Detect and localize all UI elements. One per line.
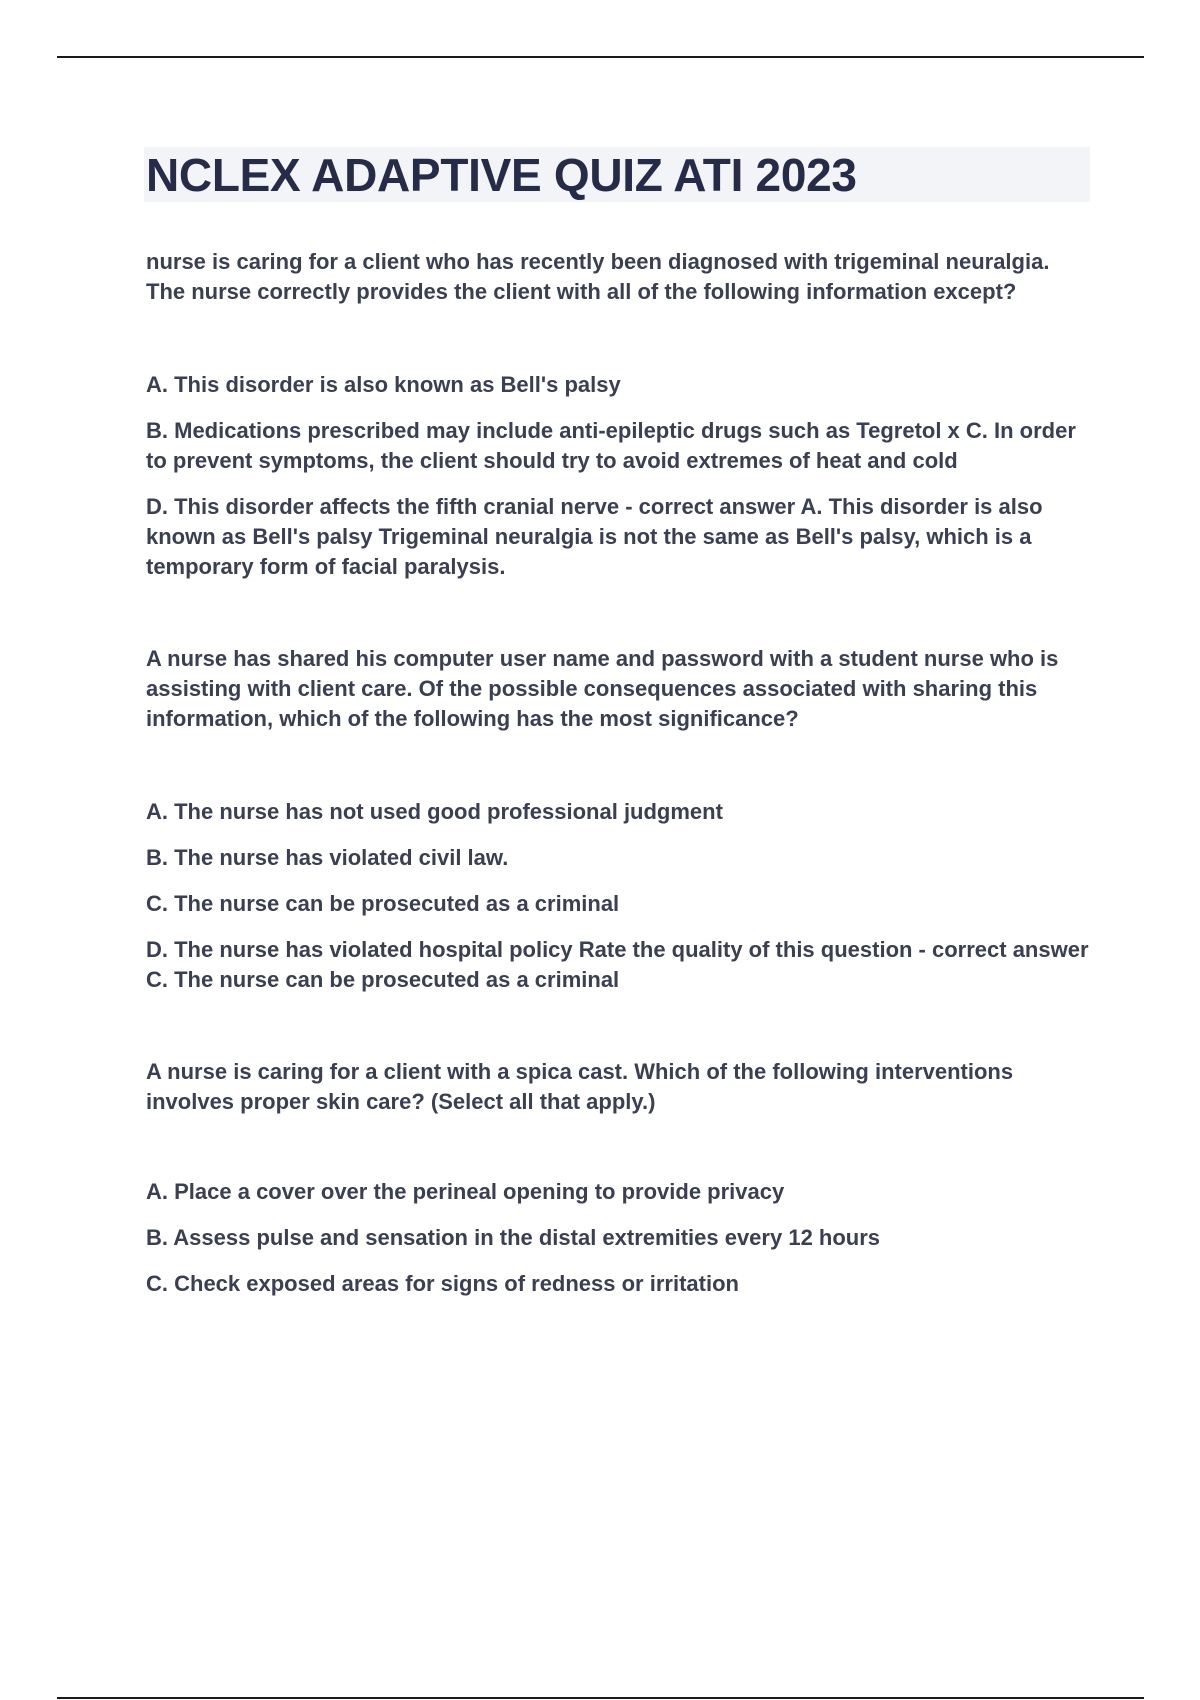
- answer-option: B. Medications prescribed may include anti-epileptic drugs such as Tegretol x C. In order to prevent symptoms, the client should try to avoid extremes of heat and cold: [146, 418, 1076, 473]
- question-text: A nurse is caring for a client with a spica cast. Which of the following interventions involves proper skin care? (Select all that apply.): [146, 1059, 1014, 1114]
- document-body: [146, 247, 1092, 1361]
- question-block-3: [146, 1057, 1092, 1299]
- answer-option: C. The nurse can be prosecuted as a criminal: [146, 891, 620, 916]
- question-text: nurse is caring for a client who has recently been diagnosed with trigeminal neuralgia. The nurse correctly provides the client with all of the following information except?: [146, 249, 1050, 304]
- answer-option: C. Check exposed areas for signs of redness or irritation: [146, 1271, 739, 1296]
- question-block-2: [146, 644, 1092, 995]
- top-rule: [57, 56, 1144, 58]
- bottom-rule: [57, 1697, 1144, 1699]
- answer-option: D. The nurse has violated hospital policy Rate the quality of this question - correct answer C. The nurse can be prosecuted as a criminal: [146, 937, 1089, 992]
- answer-option: B. The nurse has violated civil law.: [146, 845, 509, 870]
- question-text: A nurse has shared his computer user name and password with a student nurse who is assisting with client care. Of the possible consequences associated with sharing this information, which of the following has the most significance?: [146, 646, 1059, 731]
- page-title: NCLEX ADAPTIVE QUIZ ATI 2023: [146, 149, 857, 201]
- answer-option: A. The nurse has not used good professional judgment: [146, 799, 723, 824]
- answer-option: B. Assess pulse and sensation in the distal extremities every 12 hours: [146, 1225, 881, 1250]
- answer-option: A. Place a cover over the perineal opening to provide privacy: [146, 1179, 785, 1204]
- answer-option: A. This disorder is also known as Bell's palsy: [146, 372, 621, 397]
- question-block-1: [146, 247, 1092, 582]
- answer-option: D. This disorder affects the fifth cranial nerve - correct answer A. This disorder is also known as Bell's palsy Trigeminal neuralgia is not the same as Bell's palsy, which is a temporary form of facial paralysis.: [146, 494, 1043, 579]
